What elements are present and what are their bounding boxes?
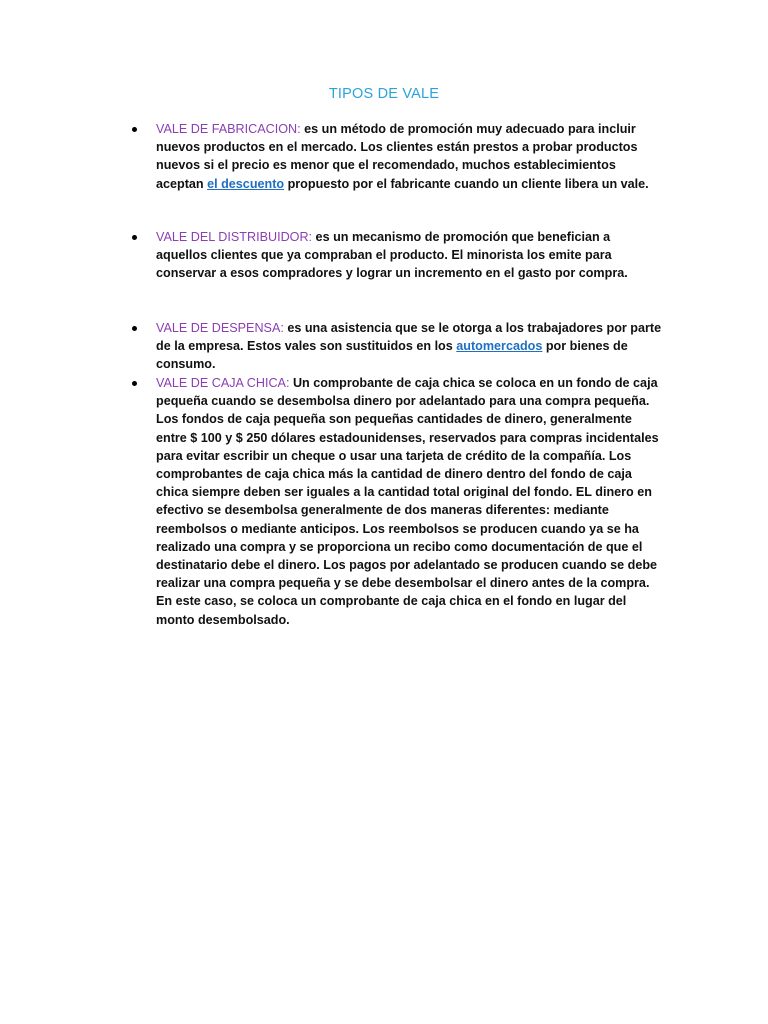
term-label: VALE DE FABRICACION: [156,122,301,136]
definition-text: es una asistencia que se le otorga a los trabajadores por parte de la empresa. Estos vales son sustituidos en los [156,321,662,354]
bullet-icon [132,381,137,386]
term-label: VALE DE CAJA CHICA: [156,376,290,390]
definition-text: es un método de promoción muy adecuado para incluir nuevos productos en el mercado. Los clientes están prestos a probar productos nuevos si el precio es menor que el recomendado, muchos establecimientos aceptan [156,122,638,191]
definition-text: es un mecanismo de promoción que benefician a aquellos clientes que ya compraban el producto. El minorista los emite para conservar a esos compradores y lograr un incremento en el gasto por compra. [156,230,628,281]
list-item-vale-caja-chica [156,374,662,629]
bullet-icon [132,127,137,132]
list-item-vale-despensa [156,319,662,374]
document-title: TIPOS DE VALE [328,86,440,102]
definition-text: Un comprobante de caja chica se coloca en un fondo de caja pequeña cuando se desembolsa dinero por adelantado para una compra pequeña. Los fondos de caja pequeña son pequeñas cantidades de dinero, generalmente entre $ 100 y $ 250 dólares estadounidenses, reservados para compras incidentales para evitar escribir un cheque o usar una tarjeta de crédito de la compañía. Los comprobantes de caja chica más la cantidad de dinero dentro del fondo de caja chica siempre deben ser iguales a la cantidad total original del fondo. EL dinero en efectivo se desembolsa generalmente de dos maneras diferentes: mediante reembolsos o mediante anticipos. Los reembolsos se producen cuando ya se ha realizado una compra y se proporciona un recibo como documentación de que el destinatario debe el dinero. Los pagos por adelantado se producen cuando se debe realizar una compra pequeña y se debe desembolsar el dinero antes de la compra. En este caso, se coloca un comprobante de caja chica en el fondo en lugar del monto desembolsado. [156,376,659,627]
bullet-icon [132,326,137,331]
bullet-icon [132,235,137,240]
list-item-vale-fabricacion [156,120,662,193]
link-automercados[interactable]: automercados [456,339,543,354]
link-el-descuento[interactable]: el descuento [207,176,285,191]
term-label: VALE DEL DISTRIBUIDOR: [156,230,313,244]
definition-text-end: por bienes de consumo. [156,339,628,372]
term-label: VALE DE DESPENSA: [156,321,284,335]
definition-text-end: propuesto por el fabricante cuando un cliente libera un vale. [284,176,649,191]
list-item-vale-distribuidor [156,228,662,283]
